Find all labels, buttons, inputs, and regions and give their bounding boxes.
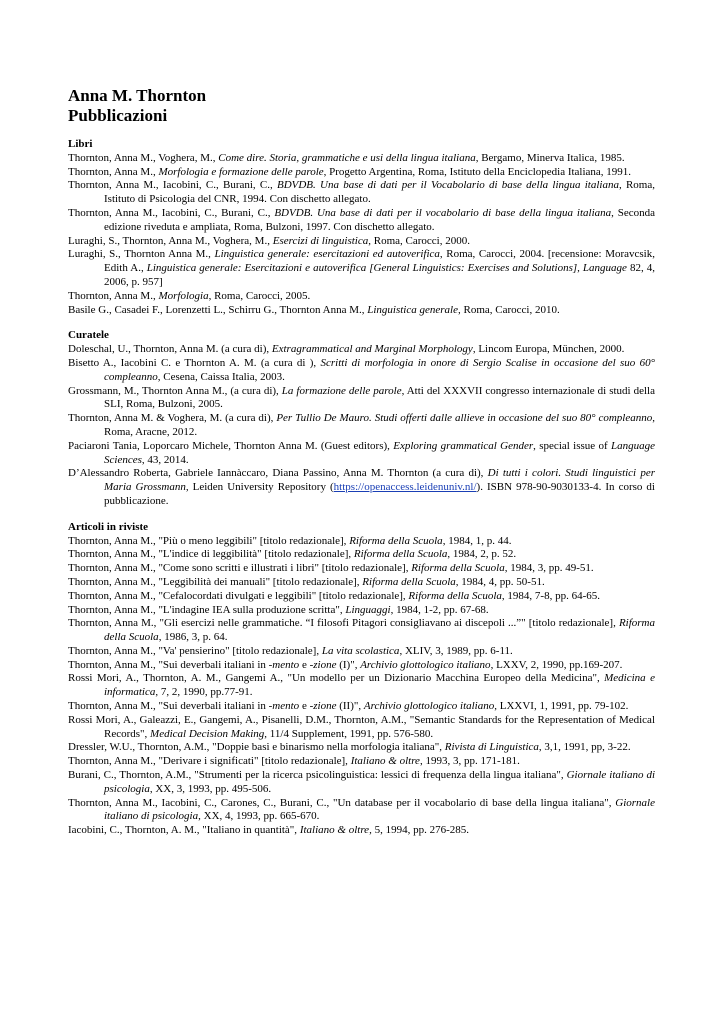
- entry-text: , Progetto Argentina, Roma, Istituto della Enciclopedia Italiana, 1991.: [323, 165, 632, 178]
- publication-sections: [68, 138, 655, 838]
- entry-text: Thornton, Anna M., "Sui deverbali italiani in: [68, 658, 269, 671]
- publication-entry: [68, 769, 655, 797]
- entry-text: , 1993, 3, pp. 171-181.: [419, 755, 520, 768]
- italic-title: Morfologia e formazione delle parole: [158, 165, 324, 178]
- italic-title: Come dire. Storia, grammatiche e usi della lingua italiana: [218, 151, 476, 164]
- publication-entry: [68, 248, 655, 289]
- italic-title: Scritti di morfologia in onore di Sergio Scalise in occasione del suo 60° compleanno: [104, 356, 655, 383]
- entry-text: , Roma, Carocci, 2005.: [208, 289, 311, 302]
- entry-text: 82, 4, 2006, p. 957]: [104, 262, 656, 288]
- entry-text: , Roma, Carocci, 2004. [recensione: Moravcsik, Edith A.,: [104, 248, 655, 275]
- entry-text: Thornton, Anna M., "Più o meno leggibili" [titolo redazionale],: [68, 534, 350, 547]
- entry-text: Thornton, Anna M., "Derivare i significati" [titolo redazionale],: [68, 755, 351, 768]
- italic-title: Riforma della Scuola: [353, 548, 448, 561]
- italic-title: Giornale italiano di psicologia: [104, 796, 655, 823]
- publication-entry: [68, 714, 655, 742]
- entry-text: , 1984, 1, p. 44.: [442, 534, 512, 547]
- entry-text: Thornton, Anna M., "Va' pensierino" [titolo redazionale],: [68, 644, 322, 657]
- italic-title: -mento: [268, 700, 300, 713]
- italic-title: Archivio glottologico italiano: [363, 700, 495, 713]
- publication-entry: [68, 440, 655, 468]
- entry-text: , LXXV, 2, 1990, pp.169-207.: [490, 658, 623, 671]
- publication-entry: [68, 604, 655, 618]
- entry-text: Thornton, Anna M., "L'indagine IEA sulla produzione scritta",: [68, 603, 346, 616]
- entry-text: Paciaroni Tania, Loporcaro Michele, Thornton Anna M. (Guest editors),: [68, 439, 394, 452]
- entry-text: , 43, 2014.: [141, 453, 189, 466]
- publication-entry: [68, 357, 655, 385]
- italic-title: BDVDB. Una base di dati per il vocabolario di base della lingua italiana: [274, 206, 612, 219]
- entry-text: , 1984, 4, pp. 50-51.: [455, 575, 545, 588]
- italic-title: Esercizi di linguistica: [272, 234, 369, 247]
- publication-entry: [68, 548, 655, 562]
- publication-list: [68, 343, 655, 509]
- italic-title: Morfologia: [158, 289, 209, 302]
- entry-text: Thornton, Anna M.,: [68, 165, 159, 178]
- entry-text: 5, 1994, pp. 276-285.: [371, 824, 469, 837]
- publication-entry: [68, 467, 655, 508]
- entry-text: Rossi Mori, A., Thornton, A. M., Gangemi A., "Un modello per un Dizionario Macchina Europeo della Medicina",: [68, 672, 605, 685]
- italic-title: Linguistica generale,: [367, 303, 461, 316]
- section-libri: [68, 138, 655, 317]
- italic-title: Language Sciences: [104, 439, 656, 466]
- publication-entry: [68, 797, 655, 825]
- entry-text: Rossi Mori, A., Galeazzi, E., Gangemi, A., Pisanelli, D.M., Thornton, A.M., "Semantic Standards for the Representation of Medical Records",: [68, 713, 655, 740]
- entry-text: e: [299, 700, 310, 713]
- entry-text: e: [299, 658, 310, 671]
- entry-text: , 1986, 3, p. 64.: [158, 631, 228, 644]
- publication-entry: [68, 659, 655, 673]
- entry-text: , 3,1, 1991, pp, 3-22.: [538, 741, 631, 754]
- entry-text: Thornton, Anna M., "Leggibilità dei manuali" [titolo redazionale],: [68, 575, 363, 588]
- author-name: Anna M. Thornton: [68, 86, 207, 105]
- entry-text: , XX, 4, 1993, pp. 665-670.: [198, 810, 320, 823]
- entry-text: Bisetto A., Iacobini C. e Thornton A. M. (a cura di ),: [68, 356, 321, 369]
- publication-entry: [68, 207, 655, 235]
- italic-title: Exploring grammatical Gender: [393, 439, 534, 452]
- entry-text: Thornton, Anna M., "Sui deverbali italiani in: [68, 700, 269, 713]
- italic-title: -zione: [309, 700, 337, 713]
- publication-entry: [68, 235, 655, 249]
- entry-text: Dressler, W.U., Thornton, A.M., "Doppie basi e binarismo nella morfologia italiana",: [68, 741, 445, 754]
- entry-text: , LXXVI, 1, 1991, pp. 79-102.: [494, 700, 629, 713]
- italic-title: Di tutti i colori. Studi linguistici per Maria Grossmann,: [104, 467, 655, 494]
- publication-entry: [68, 179, 655, 207]
- entry-text: , 1984, 3, pp. 49-51.: [504, 562, 594, 575]
- page-title: Pubblicazioni: [68, 106, 168, 125]
- entry-text: (II)",: [336, 700, 364, 713]
- entry-text: , 11/4 Supplement, 1991, pp. 576-580.: [264, 727, 434, 740]
- italic-title: Linguistica generale: esercitazioni ed autoverifica: [214, 248, 440, 261]
- entry-text: Thornton, Anna M., "Gli esercizi nelle grammatiche. “I filosofi Pitagori consigliavano ai discepoli ...”" [titolo redazionale],: [68, 617, 619, 630]
- italic-title: Medical Decision Making: [150, 727, 265, 740]
- italic-title: Riforma della Scuola: [411, 562, 505, 575]
- entry-text: , 7, 2, 1990, pp.77-91.: [155, 686, 253, 699]
- publication-entry: [68, 741, 655, 755]
- publication-entry: [68, 166, 655, 180]
- publication-entry: [68, 343, 655, 357]
- entry-text: (I)",: [336, 658, 361, 671]
- section-heading: Curatele: [68, 329, 109, 342]
- italic-title: Medicina e informatica: [104, 672, 655, 699]
- entry-text: Thornton, Anna M., Voghera, M.,: [68, 151, 219, 164]
- section-articoli-in-riviste: [68, 521, 655, 838]
- italic-title: Rivista di Linguistica: [444, 741, 539, 754]
- italic-title: Riforma della Scuola: [349, 534, 443, 547]
- italic-title: -zione: [309, 658, 337, 671]
- section-heading: Libri: [68, 138, 93, 150]
- entry-text: Thornton, Anna M. & Voghera, M. (a cura di),: [68, 412, 277, 425]
- section-curatele: [68, 329, 655, 508]
- entry-text: Thornton, Anna M., Iacobini, C., Burani, C.,: [68, 179, 277, 192]
- entry-text: Basile G., Casadei F., Lorenzetti L., Schirru G., Thornton Anna M.,: [68, 303, 368, 316]
- italic-title: Riforma della Scuola: [104, 617, 655, 644]
- publication-entry: [68, 412, 655, 440]
- entry-text: Thornton, Anna M., "L'indice di leggibilità" [titolo redazionale],: [68, 548, 354, 561]
- entry-text: Luraghi, S., Thornton Anna M.,: [68, 248, 215, 261]
- publication-entry: [68, 590, 655, 604]
- publication-entry: [68, 645, 655, 659]
- entry-text: Thornton, Anna M., Iacobini, C., Burani, C.,: [68, 206, 275, 219]
- italic-title: Riforma della Scuola: [408, 589, 502, 602]
- entry-text: Doleschal, U., Thornton, Anna M. (a cura di),: [68, 343, 272, 356]
- entry-text: Iacobini, C., Thornton, A. M., "Italiano in quantità",: [68, 824, 300, 837]
- publication-list: [68, 152, 655, 318]
- repository-link[interactable]: https://openaccess.leidenuniv.nl/: [333, 481, 477, 494]
- italic-title: La vita scolastica: [321, 644, 400, 657]
- entry-text: , Roma, Aracne, 2012.: [104, 412, 655, 438]
- publication-entry: [68, 672, 655, 700]
- entry-text: , special issue of: [533, 439, 612, 452]
- entry-text: Grossmann, M., Thornton Anna M., (a cura di),: [68, 384, 282, 397]
- entry-text: Thornton, Anna M., Iacobini, C., Carones, C., Burani, C., "Un database per il vocabolario di base della lingua italiana",: [68, 796, 616, 809]
- entry-text: , 1984, 7-8, pp. 64-65.: [501, 589, 600, 602]
- document-page: [68, 86, 655, 838]
- italic-title: Italiano & oltre,: [299, 824, 372, 837]
- entry-text: , XX, 3, 1993, pp. 495-506.: [149, 782, 272, 795]
- italic-title: Extragrammatical and Marginal Morphology: [271, 343, 473, 356]
- italic-title: Giornale italiano di psicologia: [104, 769, 656, 795]
- entry-text: Thornton, Anna M., "Cefalocordati divulgati e leggibili" [titolo redazionale],: [68, 589, 409, 602]
- italic-title: Riforma della Scuola: [362, 575, 456, 588]
- italic-title: Per Tullio De Mauro. Studi offerti dalle allieve in occasione del suo 80° compleanno: [276, 412, 653, 425]
- entry-text: ). ISBN 978-90-9030133-4. In corso di pubblicazione.: [104, 481, 655, 507]
- publication-entry: [68, 700, 655, 714]
- publication-entry: [68, 562, 655, 576]
- entry-text: Burani, C., Thornton, A.M., "Strumenti per la ricerca psicolinguistica: lessici di frequenza della lingua italiana",: [68, 769, 567, 782]
- italic-title: BDVDB. Una base di dati per il Vocabolario di base della lingua italiana: [276, 179, 619, 192]
- publication-entry: [68, 152, 655, 166]
- publication-entry: [68, 824, 655, 838]
- italic-title: Linguistica generale: Esercitazioni e autoverifica [General Linguistics: Exercises and Solutions], Language: [146, 262, 627, 275]
- entry-text: Thornton, Anna M., "Come sono scritti e illustrati i libri" [titolo redazionale],: [68, 562, 412, 575]
- entry-text: , XLIV, 3, 1989, pp. 6-11.: [399, 644, 513, 657]
- entry-text: , Cesena, Caissa Italia, 2003.: [157, 370, 285, 383]
- italic-title: La formazione delle parole: [281, 384, 402, 397]
- publication-entry: [68, 290, 655, 304]
- entry-text: Thornton, Anna M.,: [68, 289, 159, 302]
- publication-list: [68, 535, 655, 839]
- publication-entry: [68, 385, 655, 413]
- entry-text: Roma, Carocci, 2010.: [460, 303, 560, 316]
- entry-text: D’Alessandro Roberta, Gabriele Iannàccaro, Diana Passino, Anna M. Thornton (a cura di),: [68, 467, 488, 480]
- entry-text: , Lincom Europa, München, 2000.: [472, 343, 625, 356]
- italic-title: Linguaggi: [345, 603, 391, 616]
- entry-text: , 1984, 2, p. 52.: [447, 548, 517, 561]
- entry-text: , 1984, 1-2, pp. 67-68.: [390, 603, 489, 616]
- section-heading: Articoli in riviste: [68, 520, 149, 533]
- entry-text: , Roma, Carocci, 2000.: [368, 234, 470, 247]
- publication-entry: [68, 576, 655, 590]
- italic-title: Archivio glottologico italiano: [360, 658, 491, 671]
- italic-title: Italiano & oltre: [350, 755, 420, 768]
- publication-entry: [68, 304, 655, 318]
- entry-text: , Roma, Istituto di Psicologia del CNR, 1994. Con dischetto allegato.: [104, 179, 655, 206]
- entry-text: , Bergamo, Minerva Italica, 1985.: [475, 151, 625, 164]
- entry-text: Leiden University Repository (: [188, 481, 334, 494]
- entry-text: , Atti del XXXVII congresso internazionale di studi della SLI, Roma, Bulzoni, 2005.: [104, 384, 655, 411]
- publication-entry: [68, 535, 655, 549]
- italic-title: -mento: [268, 658, 300, 671]
- publication-entry: [68, 617, 655, 645]
- publication-entry: [68, 755, 655, 769]
- entry-text: Luraghi, S., Thornton, Anna M., Voghera, M.,: [68, 234, 273, 247]
- entry-text: , Seconda edizione riveduta e ampliata, Roma, Bulzoni, 1997. Con dischetto allegato.: [104, 206, 656, 233]
